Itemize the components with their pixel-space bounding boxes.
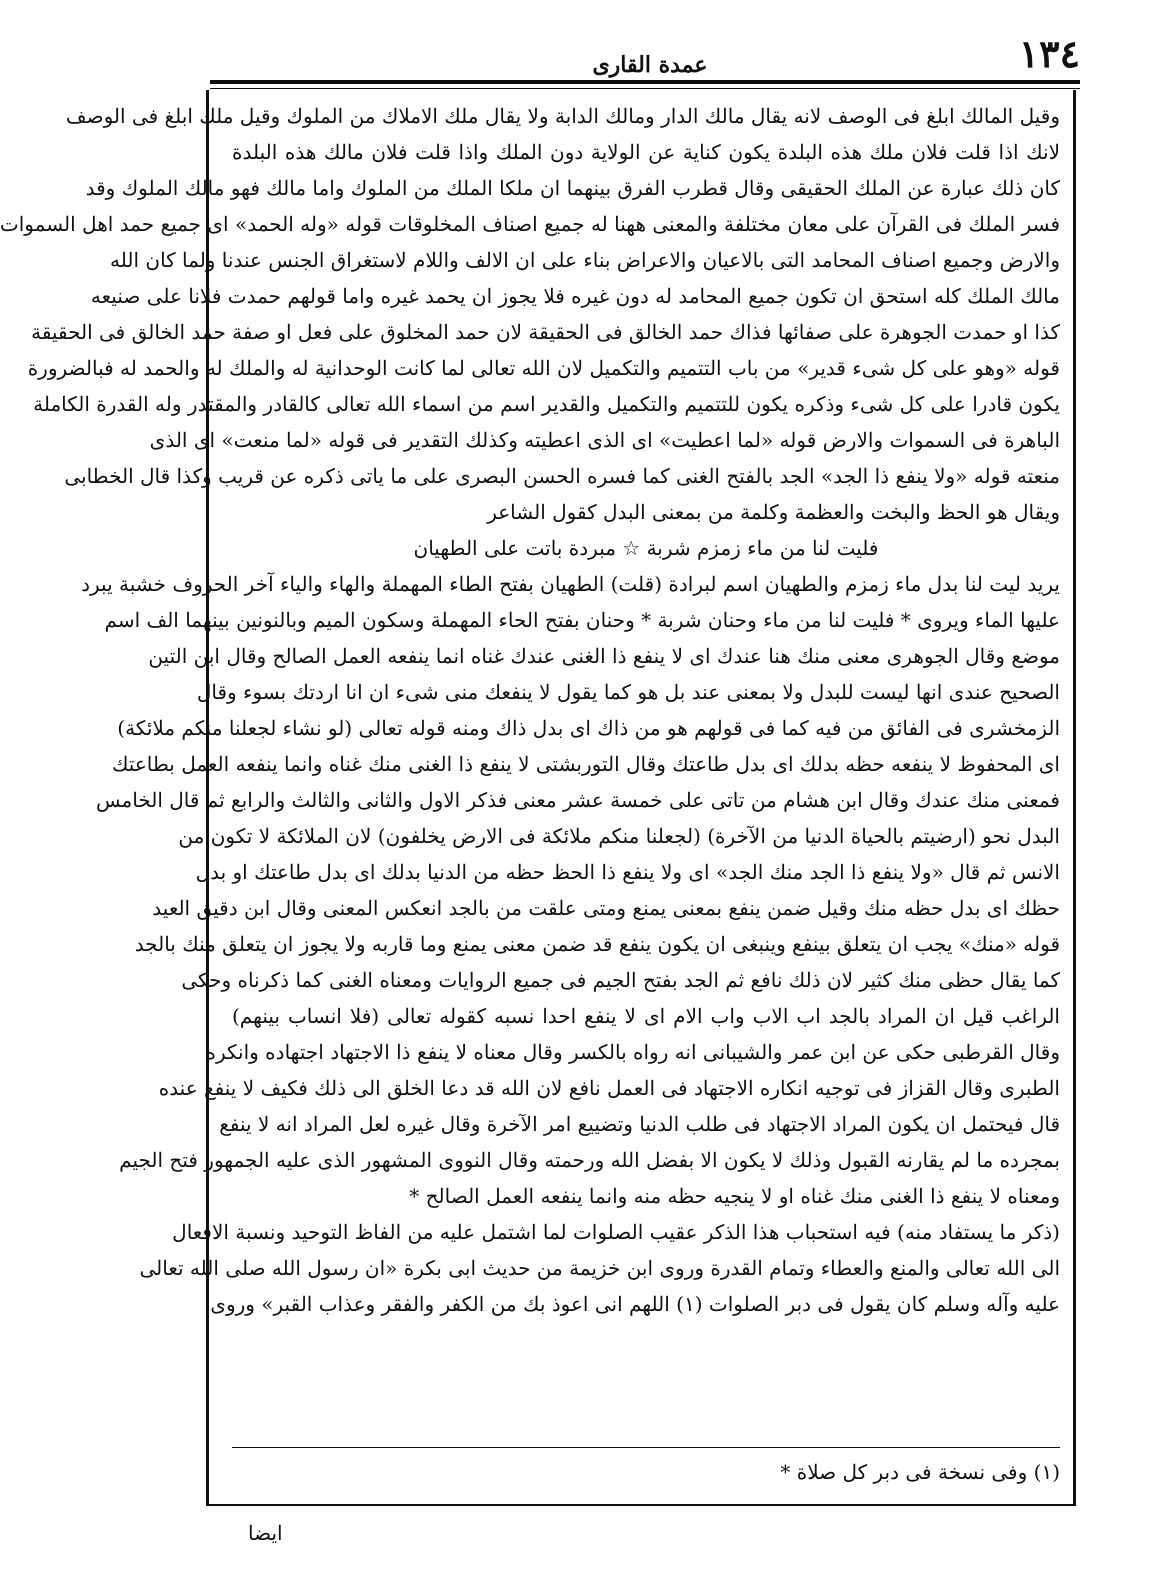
text-line: ومعناه لا ینفع ذا الغنی منك غناه او لا ینجیه حظه منه وانما ینفعه العمل الصالح * [409, 1184, 1060, 1208]
verse-line: فلیت لنا من ماء زمزم شربة ☆ مبردة باتت علی الطهیان [413, 536, 879, 560]
body-text [0, 98, 1060, 1438]
text-line: لانك اذا قلت فلان ملك هذه البلدة یكون كنایة عن الولایة دون الملك واذا قلت فلان مالك هذه البلدة [232, 140, 1060, 164]
text-line: وقیل المالك ابلغ فی الوصف لانه یقال مالك الدار ومالك الدابة ولا یقال ملك الاملاك من الملوك وقیل ملك ابلغ فی الوصف [65, 104, 1060, 128]
text-line: حظك ای بدل حظه منك وقیل ضمن ینفع بمعنی یمنع ومتی علقت من بالجد انعكس المعنی وقال ابن دقیق العید [152, 896, 1060, 920]
text-line: فسر الملك فی القرآن علی معان مختلفة والمعنی ههنا له جمیع اصناف المخلوقات قوله «وله الحمد» ای جمیع حمد اهل السموات [0, 212, 1060, 236]
text-line: الراغب قیل ان المراد بالجد اب الاب واب الام ای لا ینفع احدا نسبه كقوله تعالی (فلا انساب بینهم) [232, 1004, 1060, 1028]
text-line: مالك الملك كله استحق ان تكون جمیع المحامد له دون غیره فلا یجوز ان یحمد غیره واما قولهم حمدت فلانا علی صنیعه [90, 284, 1060, 308]
text-line: یرید لیت لنا بدل ماء زمزم والطهیان اسم لبرادة (قلت) الطهیان بفتح الطاء المهملة والهاء والیاء آخر الحروف خشبة یبرد [81, 572, 1060, 596]
text-line: یكون قادرا علی كل شیء وذكره یكون للتتمیم والتكمیل والقدیر اسم من اسماء الله تعالی كالقادر والمقتدر وله القدرة الكاملة [33, 392, 1060, 416]
text-line: الباهرة فی السموات والارض قوله «لما اعطیت» ای الذی اعطیته وكذلك التقدیر فی قوله «لما منعت» ای الذی [149, 428, 1060, 452]
text-line: الی الله تعالی والمنع والعطاء وتمام القدرة وروی ابن خزیمة من حدیث ابی بكرة «ان رسول الله صلی الله تعالی [139, 1256, 1060, 1280]
text-line: وقال القرطبی حكی عن ابن عمر والشیبانی انه رواه بالكسر وقال معناه لا ینفع ذا الاجتهاد اجتهاده وانكره [205, 1040, 1060, 1064]
text-line: قوله «وهو علی كل شیء قدیر» من باب التتمیم والتكمیل لان الله تعالی لما كانت الوحدانیة له والملك له والحمد له فبالضرورة [27, 356, 1060, 380]
footnote-rule [232, 1447, 1060, 1448]
text-line: الزمخشری فی الفائق من فیه كما فی قولهم هو من ذاك ای بدل ذاك ومنه قوله تعالی (لو نشاء لجعلنا منكم ملائكة) [117, 716, 1060, 740]
footnote: (١) وفی نسخة فی دبر كل صلاة * [780, 1460, 1060, 1484]
text-line: (ذكر ما یستفاد منه) فیه استحباب هذا الذكر عقیب الصلوات لما اشتمل علیه من الفاظ التوحید ونسبة الافعال [172, 1220, 1060, 1244]
text-line: الانس ثم قال «ولا ینفع ذا الجد منك الجد» ای ولا ینفع ذا الحظ حظه من الدنیا بدلك ای بدل طاعتك او بدل [195, 860, 1060, 884]
text-line: ای المحفوظ لا ینفعه حظه بدلك ای بدل طاعتك وقال التوربشتی لا ینفع ذا الغنی منك غناه وانما ینفعه العمل بطاعتك [111, 752, 1060, 776]
text-line: بمجرده ما لم یقارنه القبول وذلك لا یكون الا بفضل الله ورحمته وقال النووی المشهور الذی علیه الجمهور فتح الجیم [119, 1148, 1060, 1172]
text-line: علیها الماء ویروی * فلیت لنا من ماء وحنان شربة * وحنان بفتح الحاء المهملة وسكون المیم وبالنونین بینهما الف اسم [104, 608, 1060, 632]
page-header [220, 31, 1080, 80]
text-line: فمعنی منك عندك وقال ابن هشام من تاتی علی خمسة عشر معنی فذكر الاول والثانی والثالث والرابع ثم قال الخامس [96, 788, 1060, 812]
header-rule [210, 80, 1080, 89]
text-line: ویقال هو الحظ والبخت والعظمة وكلمة من بمعنی البدل كقول الشاعر [487, 500, 1060, 524]
text-line: البدل نحو (ارضیتم بالحیاة الدنیا من الآخرة) (لجعلنا منكم ملائكة فی الارض یخلفون) لان الملائكة لا تكون من [178, 824, 1060, 848]
text-line: منعته قوله «ولا ینفع ذا الجد» الجد بالفتح الغنی كما فسره الحسن البصری علی ما یاتی ذكره عن قریب وكذا قال الخطابی [64, 464, 1060, 488]
text-line: كان ذلك عبارة عن الملك الحقیقی وقال قطرب الفرق بینهما ان ملكا الملك من الملوك واما مالك فهو مالك الملوك وقد [85, 176, 1060, 200]
text-line: كما یقال حظی منك كثیر لان ذلك نافع ثم الجد بفتح الجیم فی جمیع الروایات ومعناه الغنی كما ذكرناه وحكی [181, 968, 1060, 992]
text-line: قال فیحتمل ان یكون المراد الاجتهاد فی طلب الدنیا وتضییع امر الآخرة وقال غیره لعل المراد انه لا ینفع [219, 1112, 1060, 1136]
bottom-rule [206, 1504, 1076, 1506]
text-line: والارض وجمیع اصناف المحامد التی بالاعیان والاعراض بناء علی ان الالف واللام لاستغراق الجنس عندنا ولما كان الله [110, 248, 1060, 272]
text-line: قوله «منك» یجب ان یتعلق بینفع وینبغی ان یكون ینفع قد ضمن معنی یمنع وما قاربه ولا یجوز ان یتعلق منك بالجد [134, 932, 1060, 956]
text-line: علیه وآله وسلم كان یقول فی دبر الصلوات (١) اللهم انی اعوذ بك من الكفر والفقر وعذاب القبر» وروی [210, 1292, 1060, 1316]
running-title: عمدة القاری [592, 52, 708, 78]
text-line: موضع وقال الجوهری معنی منك هنا عندك ای لا ینفع ذا الغنی عندك غناه انما ینفعه العمل الصالح وقال ابن التین [148, 644, 1060, 668]
page-number: ١٣٤ [1018, 31, 1080, 76]
text-line: كذا او حمدت الجوهرة علی صفائها فذاك حمد الخالق فی الحقیقة لان حمد المخلوق علی فعل او صفة حمد الخالق فی الحقیقة [31, 320, 1060, 344]
text-line: الصحیح عندی انها لیست للبدل ولا بمعنی عند بل هو كما یقول لا ینفعك منی شیء ان انا اردتك بسوء وقال [196, 680, 1060, 704]
text-line: الطبری وقال القزاز فی توجیه انكاره الاجتهاد فی العمل نافع لان الله قد دعا الخلق الی ذلك فكیف لا ینفع عنده [158, 1076, 1060, 1100]
catchword: ایضا [248, 1521, 283, 1545]
